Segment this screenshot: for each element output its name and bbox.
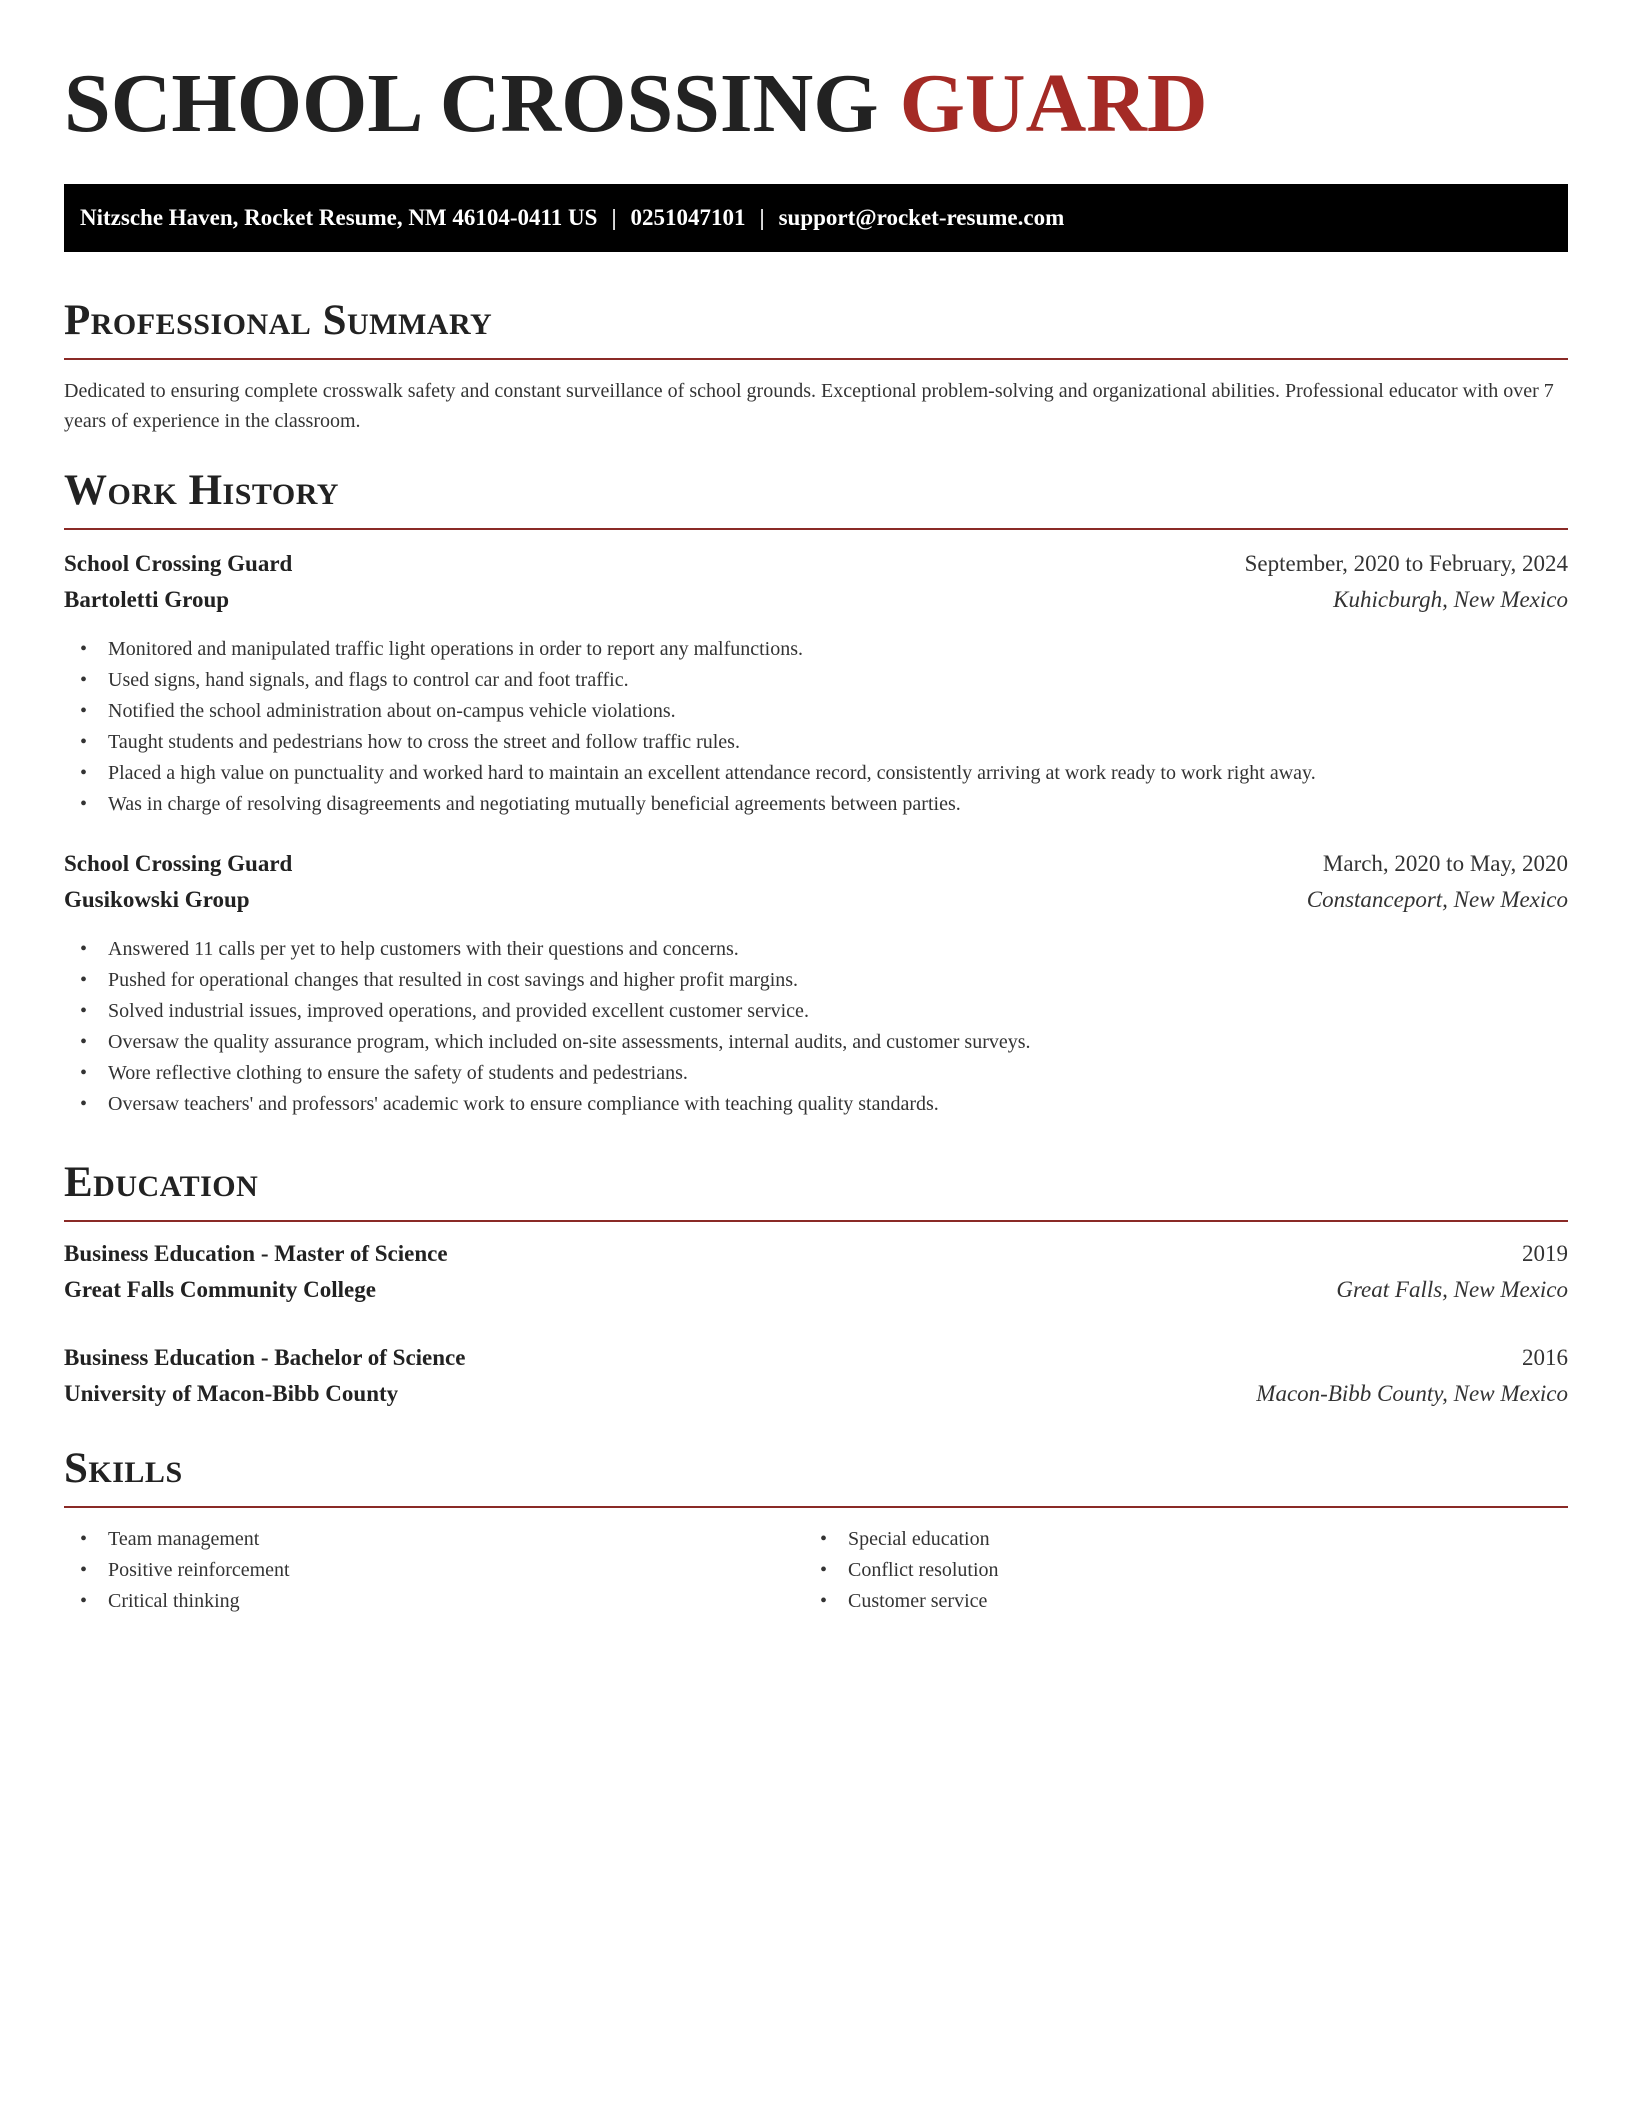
job-location: Constanceport, New Mexico bbox=[1306, 887, 1568, 912]
skills-grid bbox=[64, 1524, 1568, 1617]
skill-item: • Customer service bbox=[804, 1586, 1544, 1617]
job-role: School Crossing Guard bbox=[64, 851, 293, 876]
contact-phone: 0251047101 bbox=[630, 205, 746, 230]
contact-separator: | bbox=[759, 205, 765, 230]
skill-item: • Special education bbox=[804, 1524, 1544, 1555]
skill-item: • Conflict resolution bbox=[804, 1555, 1544, 1586]
list-item: • Was in charge of resolving disagreements and negotiating mutually beneficial agreements between parties. bbox=[64, 789, 1568, 820]
job-bullets bbox=[64, 934, 1568, 1120]
list-item: • Oversaw teachers' and professors' academic work to ensure compliance with teaching quality standards. bbox=[64, 1089, 1568, 1120]
skill-item: • Team management bbox=[64, 1524, 804, 1555]
education-school-row bbox=[64, 1376, 1568, 1412]
job-location: Kuhicburgh, New Mexico bbox=[1333, 587, 1568, 612]
section-divider bbox=[64, 1506, 1568, 1508]
job-company-row bbox=[64, 882, 1568, 918]
list-item: • Wore reflective clothing to ensure the safety of students and pedestrians. bbox=[64, 1058, 1568, 1089]
list-item: • Taught students and pedestrians how to cross the street and follow traffic rules. bbox=[64, 727, 1568, 758]
section-divider bbox=[64, 1220, 1568, 1222]
job-dates: March, 2020 to May, 2020 bbox=[1322, 851, 1568, 876]
contact-address: Nitzsche Haven, Rocket Resume, NM 46104-0411 US bbox=[80, 205, 598, 230]
title-accent: GUARD bbox=[899, 57, 1208, 150]
education-school: University of Macon-Bibb County bbox=[64, 1381, 399, 1406]
summary-text: Dedicated to ensuring complete crosswalk safety and constant surveillance of school grounds. Exceptional problem-solving and organizational abilities. Professional educator with over 7 years of experience in the classroom. bbox=[64, 380, 1554, 432]
list-item: • Monitored and manipulated traffic light operations in order to report any malfunctions. bbox=[64, 634, 1568, 665]
list-item: • Notified the school administration about on-campus vehicle violations. bbox=[64, 696, 1568, 727]
contact-email: support@rocket-resume.com bbox=[778, 205, 1065, 230]
education-school-row bbox=[64, 1272, 1568, 1308]
education-year: 2019 bbox=[1522, 1241, 1568, 1266]
skills-column-right bbox=[804, 1524, 1544, 1617]
education-location: Great Falls, New Mexico bbox=[1336, 1277, 1568, 1302]
skill-item: • Critical thinking bbox=[64, 1586, 804, 1617]
contact-separator: | bbox=[611, 205, 617, 230]
education-degree: Business Education - Bachelor of Science bbox=[64, 1345, 466, 1370]
job-company: Gusikowski Group bbox=[64, 887, 250, 912]
job-header-row bbox=[64, 846, 1568, 882]
job-header-row bbox=[64, 546, 1568, 582]
list-item: • Solved industrial issues, improved operations, and provided excellent customer service. bbox=[64, 996, 1568, 1027]
job-dates: September, 2020 to February, 2024 bbox=[1244, 551, 1568, 576]
section-title-skills: Skills bbox=[64, 1445, 183, 1492]
education-school: Great Falls Community College bbox=[64, 1277, 376, 1302]
education-degree-row bbox=[64, 1236, 1568, 1272]
skills-column-left bbox=[64, 1524, 804, 1617]
skills-list bbox=[64, 1524, 804, 1617]
contact-bar bbox=[64, 184, 1568, 252]
section-title-work-history: Work History bbox=[64, 467, 339, 514]
education-entry bbox=[64, 1236, 1568, 1308]
resume-title bbox=[64, 0, 1568, 152]
job-role: School Crossing Guard bbox=[64, 551, 293, 576]
section-divider bbox=[64, 358, 1568, 360]
section-divider bbox=[64, 528, 1568, 530]
education-year: 2016 bbox=[1522, 1345, 1568, 1370]
education-degree-row bbox=[64, 1340, 1568, 1376]
education-location: Macon-Bibb County, New Mexico bbox=[1256, 1381, 1568, 1406]
section-title-education: Education bbox=[64, 1159, 259, 1206]
job-company: Bartoletti Group bbox=[64, 587, 230, 612]
list-item: • Oversaw the quality assurance program, which included on-site assessments, internal audits, and customer surveys. bbox=[64, 1027, 1568, 1058]
job-entry bbox=[64, 846, 1568, 1120]
list-item: • Used signs, hand signals, and flags to control car and foot traffic. bbox=[64, 665, 1568, 696]
job-entry bbox=[64, 546, 1568, 820]
skills-list bbox=[804, 1524, 1544, 1617]
list-item: • Pushed for operational changes that resulted in cost savings and higher profit margins. bbox=[64, 965, 1568, 996]
job-bullets bbox=[64, 634, 1568, 820]
title-main: SCHOOL CROSSING bbox=[64, 57, 900, 150]
list-item: • Answered 11 calls per yet to help customers with their questions and concerns. bbox=[64, 934, 1568, 965]
list-item: • Placed a high value on punctuality and worked hard to maintain an excellent attendance record, consistently arriving at work ready to work right away. bbox=[64, 758, 1568, 789]
education-degree: Business Education - Master of Science bbox=[64, 1241, 448, 1266]
education-entry bbox=[64, 1340, 1568, 1412]
job-company-row bbox=[64, 582, 1568, 618]
skill-item: • Positive reinforcement bbox=[64, 1555, 804, 1586]
section-title-summary: Professional Summary bbox=[64, 297, 493, 344]
